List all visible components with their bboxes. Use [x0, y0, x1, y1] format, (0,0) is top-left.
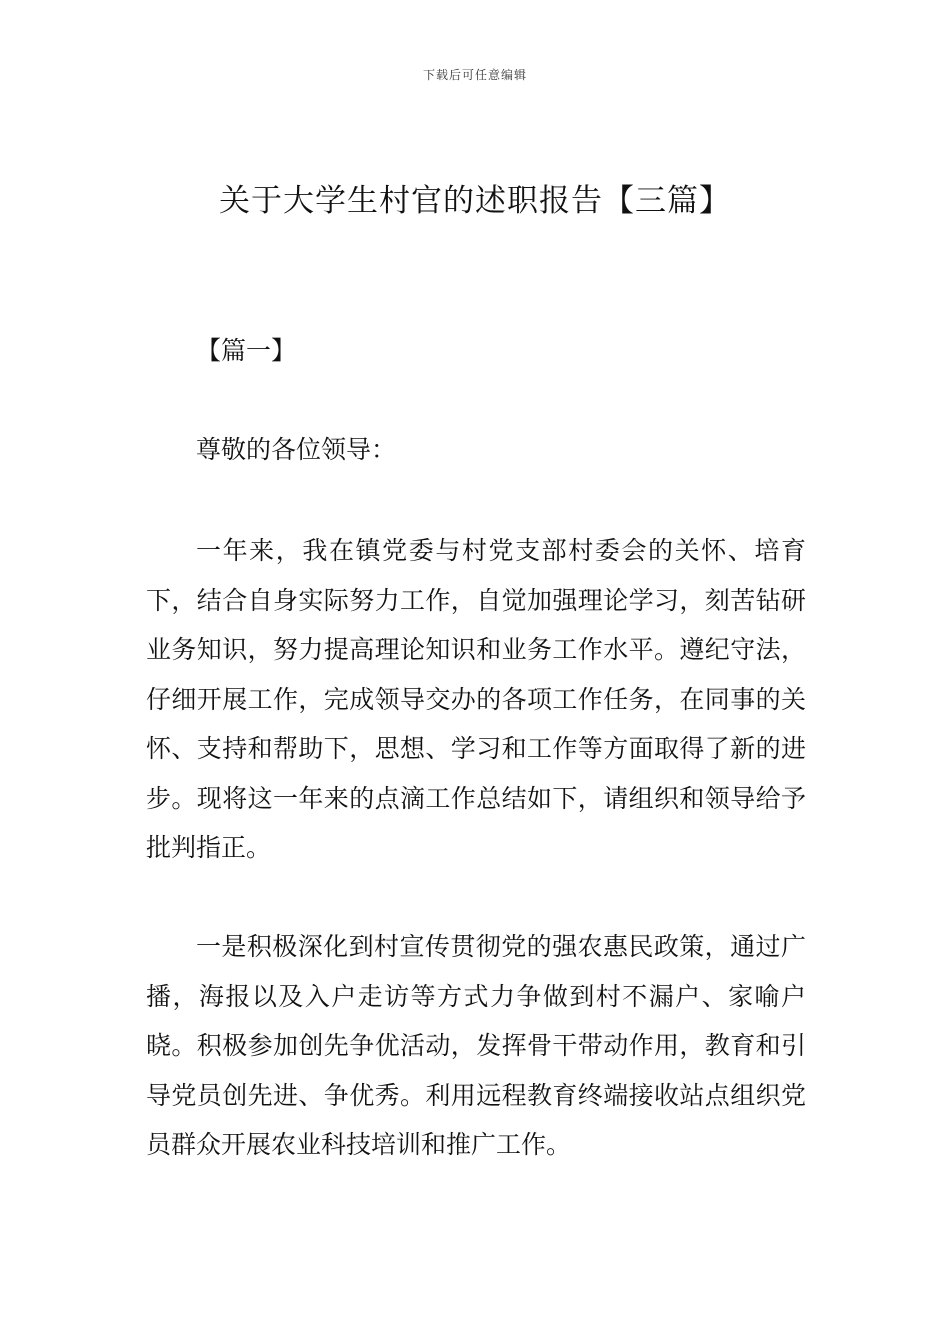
body-paragraph: 一年来，我在镇党委与村党支部村委会的关怀、培育下，结合自身实际努力工作，自觉加强理论学习，刻苦钻研业务知识，努力提高理论知识和业务工作水平。遵纪守法，仔细开展工作，完成领导交办的各项工作任务，在同事的关怀、支持和帮助下，思想、学习和工作等方面取得了新的进步。现将这一年来的点滴工作总结如下，请组织和领导给予批判指正。: [146, 536, 806, 862]
body-paragraph: 一是积极深化到村宣传贯彻党的强农惠民政策，通过广播，海报以及入户走访等方式力争做到村不漏户、家喻户晓。积极参加创先争优活动，发挥骨干带动作用，教育和引导党员创先进、争优秀。利用远程教育终端接收站点组织党员群众开展农业科技培训和推广工作。: [146, 932, 806, 1159]
section-label: 【篇一】: [196, 336, 297, 365]
document-title: 关于大学生村官的述职报告【三篇】: [219, 183, 731, 219]
salutation: 尊敬的各位领导：: [196, 435, 397, 464]
header-note: 下载后可任意编辑: [422, 68, 527, 82]
